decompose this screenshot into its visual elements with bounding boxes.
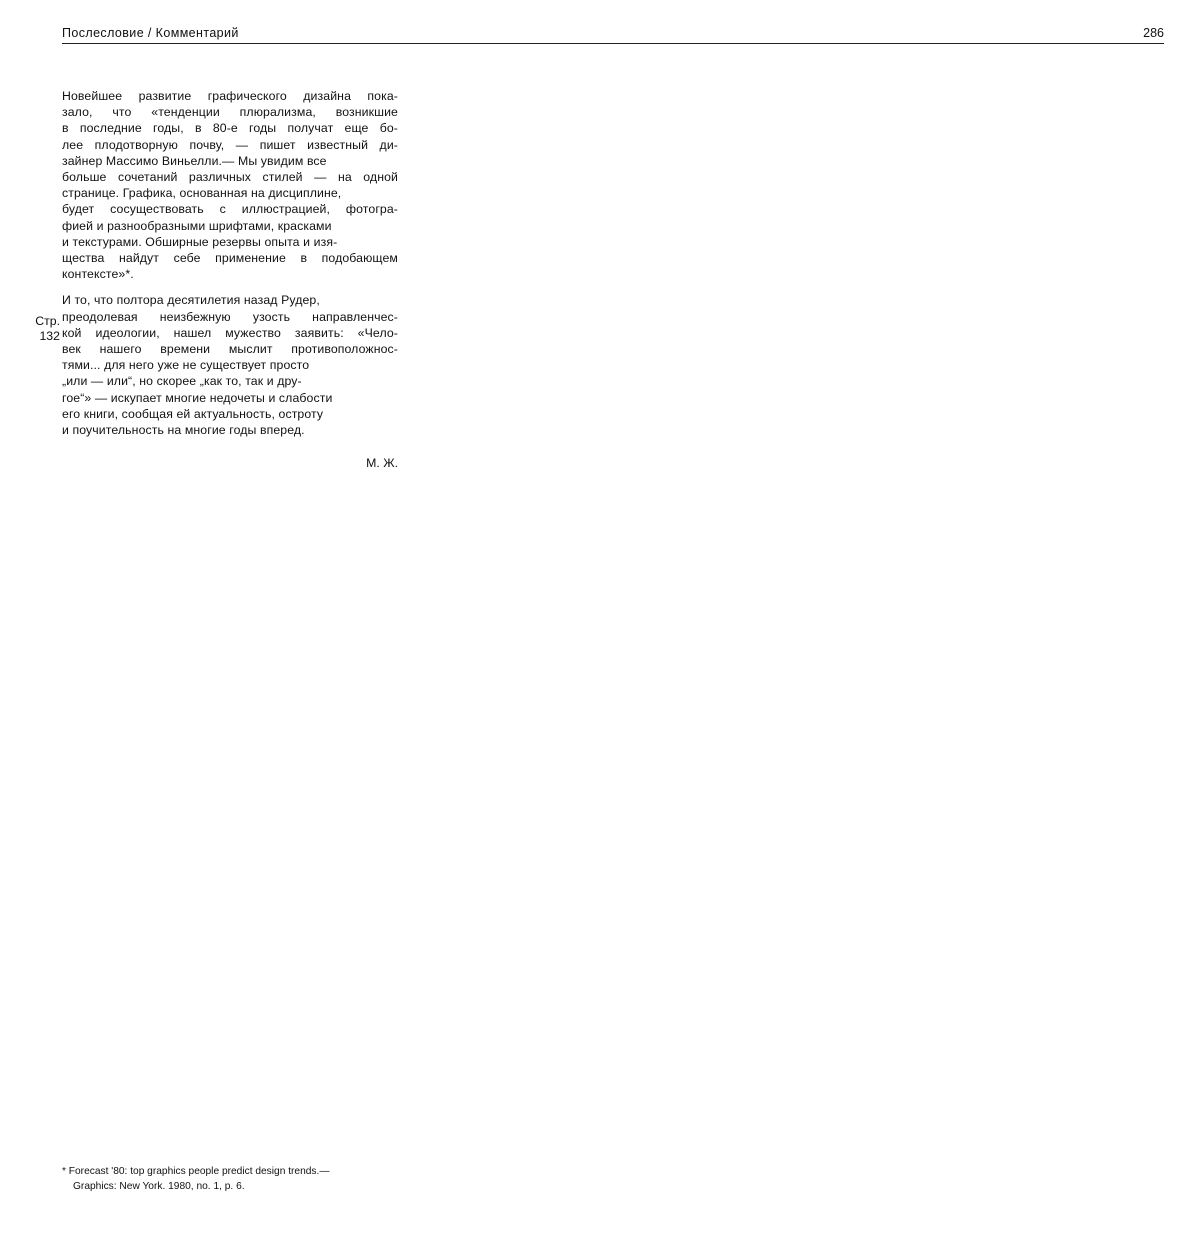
text-line: Новейшее развитие графического дизайна пока- [62, 89, 398, 103]
text-line: будет сосуществовать с иллюстрацией, фотогра- [62, 202, 398, 217]
margin-page-reference [30, 314, 60, 344]
text-line: зайнер Массимо Виньелли.— Мы увидим все [62, 153, 327, 168]
text-line: его книги, сообщая ей актуальность, остроту [62, 406, 324, 421]
text-line: в последние годы, в 80-е годы получат еще бо- [62, 121, 398, 136]
footnote-line: * Forecast '80: top graphics people predict design trends.— [62, 1166, 330, 1177]
text-line: странице. Графика, основанная на дисциплине, [62, 186, 342, 201]
text-line: и текстурами. Обширные резервы опыта и изя- [62, 234, 338, 249]
author-initials: М. Ж. [366, 456, 398, 470]
margin-reference-label: Стр. [35, 314, 60, 328]
text-line: больше сочетаний различных стилей — на одной [62, 170, 398, 185]
text-line: преодолевая неизбежную узость направленчес- [62, 309, 398, 324]
text-line: фией и разнообразными шрифтами, красками [62, 218, 332, 233]
margin-reference-page: 132 [39, 329, 60, 343]
text-line: и поучительность на многие годы вперед. [62, 423, 305, 438]
paragraph-2 [62, 292, 398, 438]
text-line: век нашего времени мыслит противоположнос- [62, 342, 398, 357]
footnote-line: Graphics: New York. 1980, no. 1, p. 6. [73, 1180, 245, 1192]
text-line: контексте»*. [62, 267, 134, 282]
text-column [62, 88, 398, 448]
text-line: гое“» — искупает многие недочеты и слабости [62, 390, 333, 405]
footnote [62, 1165, 422, 1194]
text-line: кой идеологии, нашел мужество заявить: «Чело- [62, 325, 398, 340]
paragraph-1 [62, 88, 398, 282]
text-line: лее плодотворную почву, — пишет известный ди- [62, 137, 398, 152]
text-line: „или — или“, но скорее „как то, так и дру- [62, 374, 302, 389]
running-header [62, 26, 1164, 44]
page-number: 286 [1143, 26, 1164, 40]
text-line: щества найдут себе применение в подобающем [62, 251, 398, 266]
text-line: тями... для него уже не существует просто [62, 358, 310, 373]
text-line: зало, что «тенденции плюрализма, возникшие [62, 105, 398, 120]
section-title: Послесловие / Комментарий [62, 26, 239, 40]
text-line: И то, что полтора десятилетия назад Рудер, [62, 293, 320, 308]
